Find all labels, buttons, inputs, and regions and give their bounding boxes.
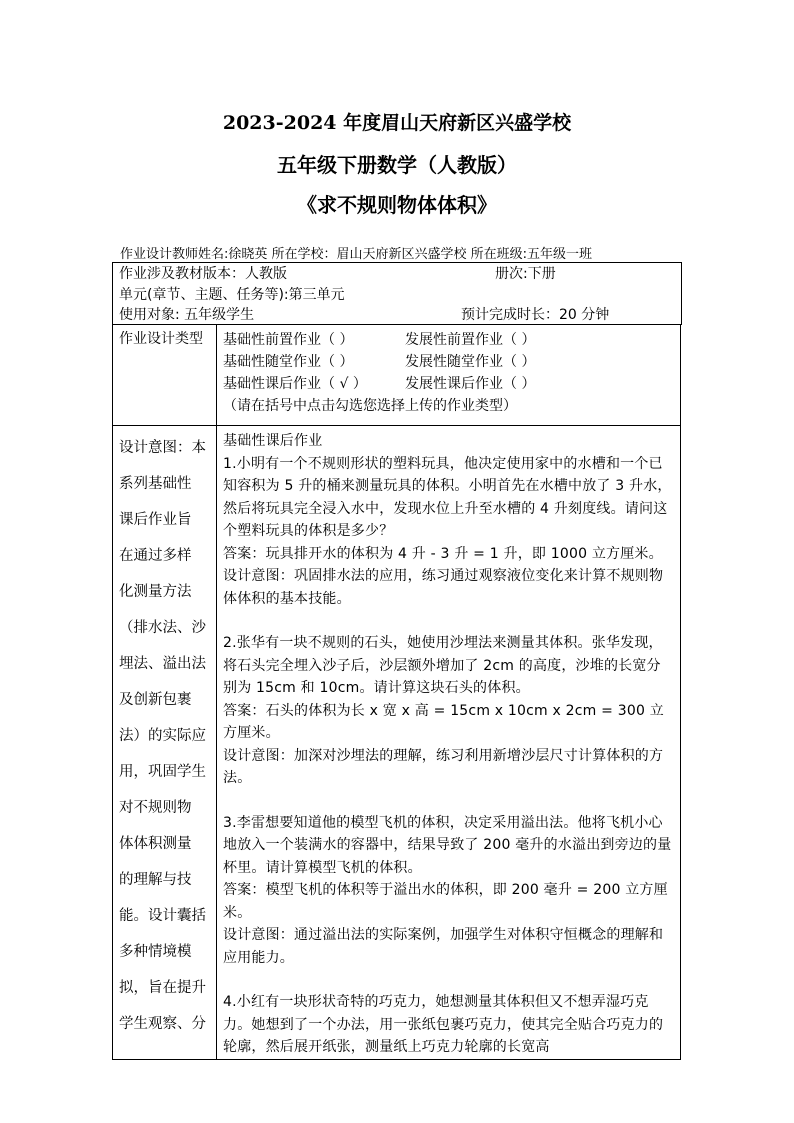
intent-line: 用，巩固学生 <box>119 764 206 780</box>
intent-line: 法）的实际应 <box>119 728 206 744</box>
spacer <box>223 610 674 632</box>
intent-line: 化测量方法 <box>119 584 192 600</box>
school-title: 2023-2024 年度眉山天府新区兴盛学校 <box>222 112 572 134</box>
duration: 预计完成时长：20 分钟 <box>461 307 610 323</box>
intent-line: 的理解与技 <box>119 872 192 888</box>
option-basic-after[interactable]: 基础性课后作业（ √ ） <box>223 376 367 392</box>
option-basic-pre[interactable]: 基础性前置作业（ ） <box>223 332 354 348</box>
option-dev-class[interactable]: 发展性随堂作业（ ） <box>405 354 536 370</box>
type-note: （请在括号中点击勾选您选择上传的作业类型） <box>223 398 517 414</box>
design-intent-1: 设计意图：巩固排水法的应用，练习通过观察液位变化来计算不规则物体体积的基本技能。 <box>223 568 664 607</box>
audience: 使用对象: 五年级学生 <box>119 307 255 323</box>
intent-line: 课后作业旨 <box>119 512 192 528</box>
content-cell <box>217 426 681 1060</box>
answer-2: 答案：石头的体积为长 x 宽 x 高 = 15cm x 10cm x 2cm = 300 立方厘米。 <box>223 702 664 741</box>
info-block <box>112 262 682 325</box>
homework-table <box>112 324 681 1060</box>
question-2: 2.张华有一块不规则的石头，她使用沙埋法来测量其体积。张华发现，将石头完全埋入沙子后，沙层额外增加了 2cm 的高度，沙堆的长宽分别为 15cm 和 10cm。请计算这块石头的体积。 <box>223 635 663 696</box>
intent-line: 在通过多样 <box>119 548 192 564</box>
question-4: 4.小红有一块形状奇特的巧克力，她想测量其体积但又不想弄湿巧克力。她想到了一个办法，用一张纸包裹巧克力，使其完全贴合巧克力的轮廓，然后展开纸张，测量纸上巧克力轮廓的长宽高 <box>223 994 664 1055</box>
question-1: 1.小明有一个不规则形状的塑料玩具，他决定使用家中的水槽和一个已知容积为 5 升的桶来测量玩具的体积。小明首先在水槽中放了 3 升水，然后将玩具完全浸入水中，发现水位上升至水槽的 4 升刻度线。请问这个塑料玩具的体积是多少？ <box>223 455 672 539</box>
intent-line: 拟，旨在提升 <box>119 980 206 996</box>
type-label: 作业设计类型 <box>113 325 217 426</box>
intent-line: （排水法、沙 <box>119 620 206 636</box>
volume: 册次:下册 <box>495 266 556 282</box>
spacer <box>223 969 674 991</box>
intent-line: 学生观察、分 <box>119 1016 206 1032</box>
intent-line: 及创新包裹 <box>119 692 192 708</box>
intent-line: 体体积测量 <box>119 836 192 852</box>
textbook-version: 作业涉及教材版本：人教版 <box>119 266 287 282</box>
design-intent-3: 设计意图：通过溢出法的实际案例，加强学生对体积守恒概念的理解和应用能力。 <box>223 927 664 966</box>
option-dev-after[interactable]: 发展性课后作业（ ） <box>405 376 536 392</box>
spacer <box>223 790 674 812</box>
answer-1: 答案：玩具排开水的体积为 4 升 - 3 升 = 1 升，即 1000 立方厘米。 <box>223 545 663 562</box>
teacher-info-line: 作业设计教师姓名:徐晓英 所在学校：眉山天府新区兴盛学校 所在班级:五年级一班 <box>120 247 593 262</box>
lesson-title: 《求不规则物体体积》 <box>297 193 497 217</box>
type-options <box>217 325 681 426</box>
intent-line: 系列基础性 <box>119 476 192 492</box>
content-row <box>113 426 681 1060</box>
content-heading: 基础性课后作业 <box>223 433 323 449</box>
course-title: 五年级下册数学（人教版） <box>277 153 517 177</box>
intent-cell <box>113 426 217 1060</box>
intent-line: 设计意图：本 <box>119 440 206 456</box>
intent-line: 多种情境模 <box>119 944 192 960</box>
type-row <box>113 325 681 426</box>
option-dev-pre[interactable]: 发展性前置作业（ ） <box>405 332 536 348</box>
intent-line: 对不规则物 <box>119 800 192 816</box>
unit: 单元(章节、主题、任务等):第三单元 <box>119 287 345 303</box>
design-intent-2: 设计意图：加深对沙埋法的理解，练习利用新增沙层尺寸计算体积的方法。 <box>223 747 664 786</box>
option-basic-class[interactable]: 基础性随堂作业（ ） <box>223 354 354 370</box>
intent-line: 埋法、溢出法 <box>119 656 206 672</box>
question-3: 3.李雷想要知道他的模型飞机的体积，决定采用溢出法。他将飞机小心地放入一个装满水的容器中，结果导致了 200 毫升的水溢出到旁边的量杯里。请计算模型飞机的体积。 <box>223 814 672 876</box>
intent-line: 能。设计囊括 <box>119 908 206 924</box>
answer-3: 答案：模型飞机的体积等于溢出水的体积，即 200 毫升 = 200 立方厘米。 <box>223 882 668 921</box>
